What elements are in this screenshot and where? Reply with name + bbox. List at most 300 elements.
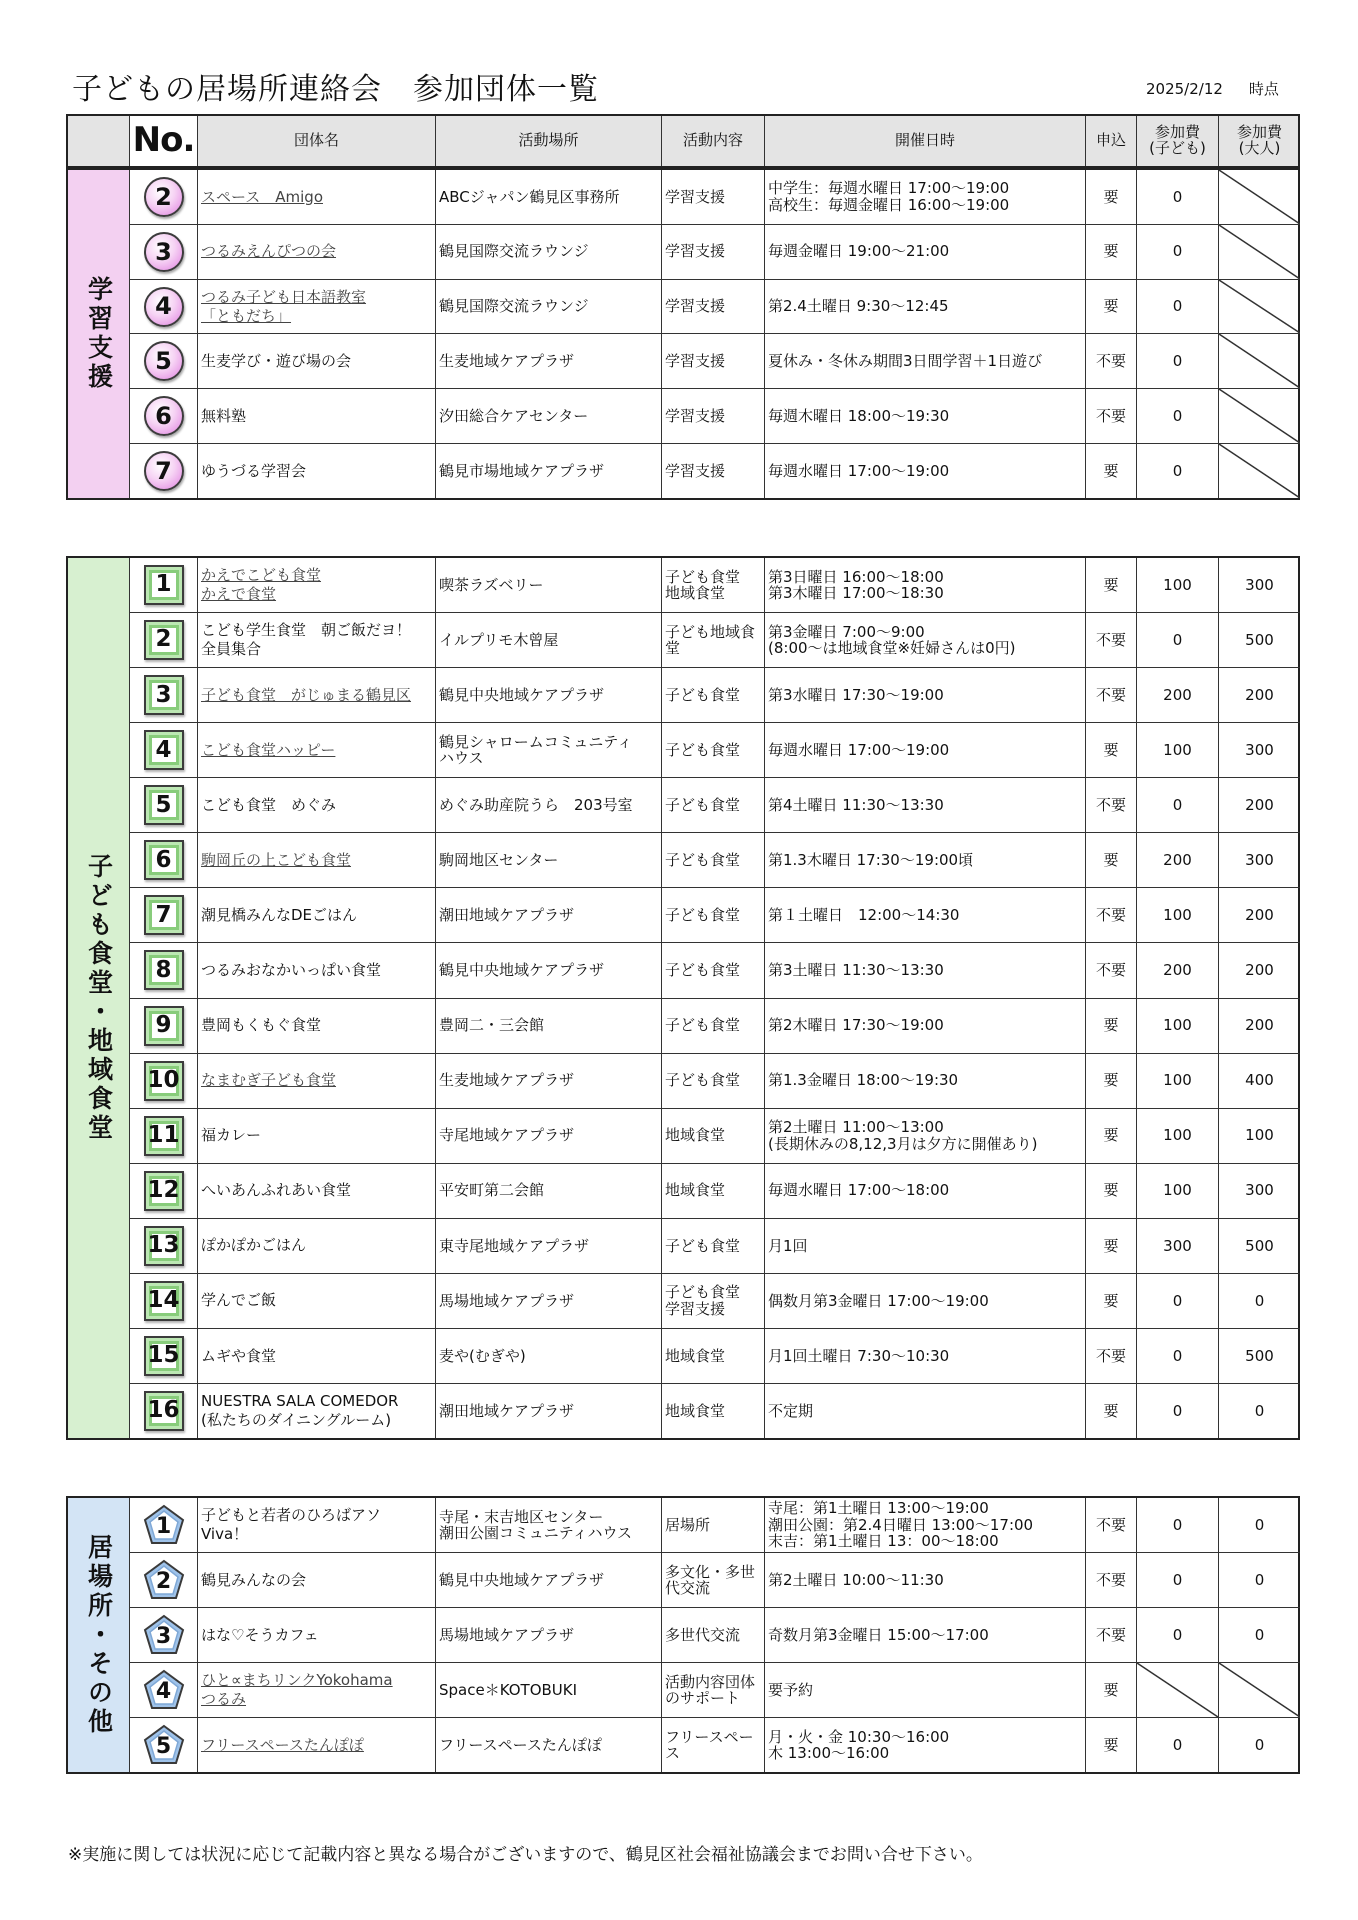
place-line: 馬場地域ケアプラザ (439, 1291, 575, 1310)
number-badge-text: 2 (155, 1568, 172, 1594)
org-name: 学んでご飯 (201, 1291, 277, 1310)
place-cell (436, 668, 662, 722)
schedule-cell (765, 170, 1086, 224)
number-badge: 3 (144, 675, 184, 715)
fee-child-cell: 100 (1137, 1054, 1219, 1108)
number-badge (143, 1724, 185, 1766)
schedule-line: 寺尾：第1土曜日 13:00～19:00 (768, 1499, 989, 1518)
org-name: ゆうづる学習会 (201, 461, 307, 480)
schedule-line: (8:00～は地域食堂※妊婦さんは0円) (768, 639, 1016, 658)
org-name-link[interactable]: つるみえんぴつの会 (201, 242, 337, 261)
fee-child-cell: 0 (1137, 613, 1219, 667)
number-badge: 5 (144, 785, 184, 825)
fee-adult-cell: 200 (1245, 906, 1274, 925)
schedule-line: 第3日曜日 16:00～18:00 (768, 567, 944, 586)
place-cell (436, 558, 662, 612)
fee-adult-cell: 200 (1245, 961, 1274, 980)
place-line: 麦や(むぎや) (439, 1346, 526, 1365)
schedule-cell (765, 668, 1086, 722)
schedule-cell (765, 888, 1086, 942)
activity-line: 学習支援 (665, 1299, 726, 1318)
org-name-link[interactable]: つるみ子ども日本語教室 (201, 287, 367, 306)
place-line: Space＊KOTOBUKI (439, 1680, 578, 1699)
fee-adult-cell: 0 (1254, 1291, 1265, 1310)
schedule-line: 月・火・金 10:30～16:00 (768, 1727, 950, 1746)
org-name-cell (198, 1553, 436, 1607)
number-badge: 6 (144, 396, 184, 436)
number-cell (130, 1274, 198, 1328)
org-name-cell (198, 170, 436, 224)
category-label (68, 1498, 130, 1772)
activity-cell (662, 833, 765, 887)
number-cell (130, 999, 198, 1053)
fee-child-cell: 0 (1137, 1329, 1219, 1383)
schedule-cell (765, 1164, 1086, 1218)
table-row (130, 999, 1300, 1054)
activity-line: 学習支援 (665, 352, 726, 371)
place-cell (436, 280, 662, 334)
org-name-cell (198, 444, 436, 498)
number-cell (130, 833, 198, 887)
place-cell (436, 1718, 662, 1772)
place-line: 鶴見中央地域ケアプラザ (439, 961, 605, 980)
table-row (130, 1663, 1300, 1718)
place-cell (436, 225, 662, 279)
org-name-cell (198, 668, 436, 722)
schedule-cell (765, 1054, 1086, 1108)
table-row (130, 943, 1300, 998)
number-cell (130, 170, 198, 224)
activity-cell (662, 668, 765, 722)
schedule-line: 中学生：毎週水曜日 17:00～19:00 (768, 179, 1010, 198)
table-row (130, 833, 1300, 888)
activity-cell (662, 1498, 765, 1552)
number-cell (130, 1608, 198, 1662)
activity-line: フリースペー (665, 1727, 754, 1746)
number-cell (130, 558, 198, 612)
fee-adult-cell: 300 (1245, 1181, 1274, 1200)
activity-line: ス (665, 1744, 681, 1762)
number-badge: 14 (144, 1281, 184, 1321)
activity-cell (662, 1608, 765, 1662)
number-cell (130, 1054, 198, 1108)
activity-cell (662, 1164, 765, 1218)
schedule-line: 毎週木曜日 18:00～19:30 (768, 406, 950, 425)
activity-line: 堂 (665, 639, 681, 658)
number-badge: 8 (144, 950, 184, 990)
number-cell (130, 1109, 198, 1163)
schedule-cell (765, 225, 1086, 279)
number-badge-text: 1 (155, 1513, 172, 1539)
table-row (130, 1498, 1300, 1553)
table-row (130, 444, 1300, 498)
table-row (130, 1054, 1300, 1109)
number-cell (130, 280, 198, 334)
org-name-link[interactable]: ひと∝まちリンクYokohama (201, 1671, 393, 1690)
place-line: 鶴見中央地域ケアプラザ (439, 685, 605, 704)
schedule-cell (765, 558, 1086, 612)
activity-cell (662, 334, 765, 388)
place-cell (436, 778, 662, 832)
place-cell (436, 1498, 662, 1552)
activity-cell (662, 1384, 765, 1438)
org-name: 潮見橋みんなDEごはん (201, 906, 358, 925)
fee-adult-cell: 200 (1245, 796, 1274, 815)
org-name-link[interactable]: 駒岡丘の上こども食堂 (201, 850, 352, 869)
activity-line: 学習支援 (665, 242, 726, 261)
org-name-cell (198, 1274, 436, 1328)
schedule-line: 第3金曜日 7:00～9:00 (768, 622, 925, 641)
activity-cell (662, 1329, 765, 1383)
place-cell (436, 1608, 662, 1662)
number-badge (143, 1504, 185, 1546)
apply-cell: 要 (1086, 1384, 1137, 1438)
org-name-cell (198, 1663, 436, 1717)
fee-adult-cell (1219, 444, 1300, 498)
org-name-link[interactable]: フリースペースたんぽぽ (201, 1735, 364, 1754)
activity-line: 子ども食堂 (665, 740, 741, 759)
schedule-cell (765, 444, 1086, 498)
fee-child-cell: 0 (1137, 170, 1219, 224)
org-name-link[interactable]: スペース Amigo (201, 187, 323, 206)
schedule-cell (765, 778, 1086, 832)
section-study-support (66, 168, 1300, 500)
schedule-line: 第4土曜日 11:30～13:30 (768, 796, 944, 815)
fee-child-cell: 0 (1137, 280, 1219, 334)
apply-cell: 要 (1086, 833, 1137, 887)
activity-cell (662, 723, 765, 777)
fee-adult-cell: 0 (1254, 1515, 1265, 1534)
org-name-link[interactable]: かえで食堂 (201, 585, 277, 604)
apply-cell: 不要 (1086, 1608, 1137, 1662)
schedule-cell (765, 723, 1086, 777)
schedule-cell (765, 1498, 1086, 1552)
fee-adult-cell: 200 (1245, 685, 1274, 704)
apply-cell: 要 (1086, 1663, 1137, 1717)
org-name: 生麦学び・遊び場の会 (201, 352, 352, 371)
fee-child-cell: 0 (1137, 1718, 1219, 1772)
apply-cell: 不要 (1086, 943, 1137, 997)
schedule-cell (765, 389, 1086, 443)
category-label (68, 170, 130, 498)
header-fee-adult-line1: 参加費 (1236, 123, 1282, 142)
number-badge (143, 1614, 185, 1656)
fee-child-cell: 0 (1137, 1553, 1219, 1607)
org-name-cell (198, 999, 436, 1053)
place-line: 鶴見国際交流ラウンジ (439, 297, 589, 316)
number-badge: 11 (144, 1116, 184, 1156)
schedule-cell (765, 999, 1086, 1053)
number-badge-text: 3 (155, 1623, 172, 1649)
place-cell (436, 1663, 662, 1717)
table-row (130, 1384, 1300, 1438)
schedule-line: 第１土曜日 12:00～14:30 (768, 906, 960, 925)
fee-child-cell: 100 (1137, 999, 1219, 1053)
place-cell (436, 1219, 662, 1273)
table-row (130, 225, 1300, 280)
number-badge: 9 (144, 1006, 184, 1046)
fee-child-cell: 100 (1137, 1109, 1219, 1163)
page-title: 子どもの居場所連絡会 参加団体一覧 (72, 72, 599, 107)
number-cell (130, 668, 198, 722)
org-name-link[interactable]: 「ともだち」 (201, 306, 292, 325)
activity-line: 学習支援 (665, 297, 726, 316)
number-badge: 13 (144, 1226, 184, 1266)
place-cell (436, 1329, 662, 1383)
apply-cell: 要 (1086, 558, 1137, 612)
place-line: 潮田公園コミュニティハウス (439, 1524, 633, 1542)
org-name-cell (198, 723, 436, 777)
section-ibasho-other (66, 1496, 1300, 1774)
fee-child-cell: 0 (1137, 1274, 1219, 1328)
org-name-cell (198, 1109, 436, 1163)
activity-line: 子ども食堂 (665, 1283, 741, 1302)
activity-line: 子ども食堂 (665, 685, 741, 704)
header-place: 活動場所 (436, 116, 662, 166)
table-row (130, 558, 1300, 613)
schedule-cell (765, 1718, 1086, 1772)
schedule-line: 高校生：毎週金曜日 16:00～19:00 (768, 195, 1010, 214)
fee-child-cell: 200 (1137, 833, 1219, 887)
activity-line: 地域食堂 (665, 1126, 726, 1145)
place-cell (436, 389, 662, 443)
apply-cell: 要 (1086, 999, 1137, 1053)
place-cell (436, 999, 662, 1053)
table-row (130, 668, 1300, 723)
date-suffix: 時点 (1248, 80, 1279, 98)
as-of-date (1146, 78, 1279, 99)
fee-child-cell: 0 (1137, 778, 1219, 832)
number-cell (130, 334, 198, 388)
schedule-cell (765, 943, 1086, 997)
category-text: 子ども食堂・地域食堂 (84, 853, 114, 1143)
apply-cell: 要 (1086, 1219, 1137, 1273)
schedule-line: 月1回土曜日 7:30～10:30 (768, 1346, 950, 1365)
schedule-line: 第3土曜日 11:30～13:30 (768, 961, 944, 980)
number-badge-text: 4 (155, 1678, 172, 1704)
fee-adult-cell: 0 (1254, 1625, 1265, 1644)
fee-child-cell: 100 (1137, 723, 1219, 777)
org-name: 鶴見みんなの会 (201, 1570, 307, 1589)
schedule-line: 毎週金曜日 19:00～21:00 (768, 242, 950, 261)
org-name-cell (198, 1718, 436, 1772)
fee-child-cell: 0 (1137, 1608, 1219, 1662)
activity-cell (662, 613, 765, 667)
org-name: NUESTRA SALA COMEDOR (201, 1392, 399, 1411)
place-cell (436, 1274, 662, 1328)
activity-line: 地域食堂 (665, 584, 726, 603)
table-row (130, 1109, 1300, 1164)
schedule-line: 潮田公園：第2.4日曜日 13:00～17:00 (768, 1515, 1034, 1534)
schedule-line: 月1回 (768, 1236, 808, 1255)
header-schedule: 開催日時 (765, 116, 1086, 166)
org-name-link[interactable]: 子ども食堂 がじゅまる鶴見区 (201, 685, 412, 704)
place-cell (436, 1553, 662, 1607)
section-rows (130, 558, 1300, 1438)
fee-child-cell: 0 (1137, 1498, 1219, 1552)
category-label (68, 558, 130, 1438)
apply-cell: 要 (1086, 1274, 1137, 1328)
schedule-line: 偶数月第3金曜日 17:00～19:00 (768, 1291, 989, 1310)
date-value: 2025/2/12 (1146, 80, 1223, 98)
place-line: 汐田総合ケアセンター (439, 406, 589, 425)
table-row (130, 1164, 1300, 1219)
activity-cell (662, 1219, 765, 1273)
number-cell (130, 778, 198, 832)
org-name: へいあんふれあい食堂 (201, 1181, 352, 1200)
table-row (130, 1329, 1300, 1384)
schedule-line: 末吉：第1土曜日 13：00～18:00 (768, 1532, 999, 1551)
table-row (130, 778, 1300, 833)
place-cell (436, 943, 662, 997)
fee-adult-cell: 200 (1245, 1016, 1274, 1035)
table-row (130, 723, 1300, 778)
activity-line: 子ども食堂 (665, 1016, 741, 1035)
schedule-line: 不定期 (768, 1401, 814, 1420)
activity-cell (662, 1109, 765, 1163)
table-row (130, 334, 1300, 389)
place-cell (436, 888, 662, 942)
table-row (130, 1219, 1300, 1274)
org-name-cell (198, 833, 436, 887)
activity-line: 子ども食堂 (665, 906, 741, 925)
apply-cell: 要 (1086, 1718, 1137, 1772)
number-cell (130, 888, 198, 942)
apply-cell: 要 (1086, 1109, 1137, 1163)
header-fee-adult (1219, 116, 1300, 166)
apply-cell: 不要 (1086, 1498, 1137, 1552)
schedule-cell (765, 833, 1086, 887)
place-line: 鶴見市場地域ケアプラザ (439, 461, 605, 480)
number-cell (130, 1164, 198, 1218)
table-row (130, 280, 1300, 335)
number-badge: 16 (144, 1391, 184, 1431)
org-name-link[interactable]: つるみ (201, 1690, 247, 1708)
header-name: 団体名 (198, 116, 436, 166)
org-name-cell (198, 1164, 436, 1218)
apply-cell: 要 (1086, 723, 1137, 777)
schedule-cell (765, 1274, 1086, 1328)
place-line: 駒岡地区センター (439, 851, 559, 870)
org-name-cell (198, 225, 436, 279)
fee-child-cell: 0 (1137, 225, 1219, 279)
org-name-cell (198, 888, 436, 942)
fee-child-cell: 300 (1137, 1219, 1219, 1273)
org-name-link[interactable]: こども食堂ハッピー (201, 740, 336, 759)
org-name-cell (198, 1219, 436, 1273)
activity-cell (662, 389, 765, 443)
schedule-cell (765, 613, 1086, 667)
apply-cell: 不要 (1086, 389, 1137, 443)
activity-line: 居場所 (665, 1515, 711, 1534)
number-cell (130, 1498, 198, 1552)
schedule-line: (長期休みの8,12,3月は夕方に開催あり) (768, 1134, 1038, 1153)
apply-cell: 不要 (1086, 668, 1137, 722)
schedule-line: 奇数月第3金曜日 15:00～17:00 (768, 1625, 989, 1644)
category-text: 学習支援 (84, 276, 114, 392)
number-cell (130, 943, 198, 997)
number-badge (143, 1669, 185, 1711)
fee-adult-cell: 500 (1245, 630, 1274, 649)
fee-child-cell: 0 (1137, 334, 1219, 388)
activity-cell (662, 943, 765, 997)
number-cell (130, 1219, 198, 1273)
place-line: ABCジャパン鶴見区事務所 (439, 187, 620, 206)
place-cell (436, 1054, 662, 1108)
header-activity: 活動内容 (662, 116, 765, 166)
activity-line: のサポート (665, 1689, 741, 1707)
activity-line: 子ども地域食 (665, 622, 756, 641)
apply-cell: 不要 (1086, 1329, 1137, 1383)
number-cell (130, 1718, 198, 1772)
activity-cell (662, 1274, 765, 1328)
fee-adult-cell: 500 (1245, 1236, 1274, 1255)
org-name: 子どもと若者のひろばアソ (201, 1506, 382, 1525)
org-name-cell (198, 1054, 436, 1108)
place-cell (436, 1384, 662, 1438)
fee-adult-cell: 0 (1254, 1735, 1265, 1754)
number-badge: 4 (144, 730, 184, 770)
schedule-line: 第1.3金曜日 18:00～19:30 (768, 1071, 959, 1090)
schedule-line: 第2土曜日 11:00～13:00 (768, 1118, 944, 1137)
number-badge-text: 5 (155, 1733, 172, 1759)
schedule-line: 第1.3木曜日 17:30～19:00頃 (768, 851, 974, 870)
activity-cell (662, 888, 765, 942)
schedule-cell (765, 1219, 1086, 1273)
activity-line: 活動内容団体 (665, 1672, 756, 1691)
number-cell (130, 1329, 198, 1383)
activity-cell (662, 778, 765, 832)
number-cell (130, 389, 198, 443)
org-name-link[interactable]: かえでこども食堂 (201, 566, 322, 585)
place-line: 潮田地域ケアプラザ (439, 1401, 575, 1420)
activity-cell (662, 170, 765, 224)
fee-adult-cell: 0 (1254, 1401, 1265, 1420)
org-name: こども食堂 めぐみ (201, 795, 337, 814)
header-fee-child-line1: 参加費 (1154, 123, 1200, 142)
org-name-link[interactable]: なまむぎ子ども食堂 (201, 1071, 337, 1090)
activity-line: 代交流 (665, 1579, 711, 1597)
schedule-line: 毎週水曜日 17:00～18:00 (768, 1181, 950, 1200)
table-row (130, 888, 1300, 943)
org-name-cell (198, 1498, 436, 1552)
place-cell (436, 170, 662, 224)
place-cell (436, 723, 662, 777)
activity-line: 地域食堂 (665, 1181, 726, 1200)
fee-child-cell: 0 (1137, 1384, 1219, 1438)
org-name: はな♡そうカフェ (201, 1625, 319, 1644)
schedule-cell (765, 1109, 1086, 1163)
activity-line: 多文化・多世 (665, 1562, 756, 1581)
activity-line: 学習支援 (665, 187, 726, 206)
fee-adult-cell: 0 (1254, 1570, 1265, 1589)
number-cell (130, 444, 198, 498)
apply-cell: 不要 (1086, 1553, 1137, 1607)
number-badge: 7 (144, 895, 184, 935)
org-name: (私たちのダイニングルーム) (201, 1410, 392, 1429)
fee-adult-cell (1219, 1663, 1300, 1717)
place-line: 鶴見国際交流ラウンジ (439, 242, 589, 261)
table-header (66, 114, 1300, 168)
activity-line: 子ども食堂 (665, 851, 741, 870)
apply-cell: 要 (1086, 170, 1137, 224)
schedule-line: 第3水曜日 17:30～19:00 (768, 685, 944, 704)
org-name-cell (198, 1329, 436, 1383)
schedule-line: 毎週水曜日 17:00～19:00 (768, 461, 950, 480)
fee-adult-cell: 400 (1245, 1071, 1274, 1090)
activity-line: 学習支援 (665, 461, 726, 480)
fee-child-cell: 0 (1137, 444, 1219, 498)
